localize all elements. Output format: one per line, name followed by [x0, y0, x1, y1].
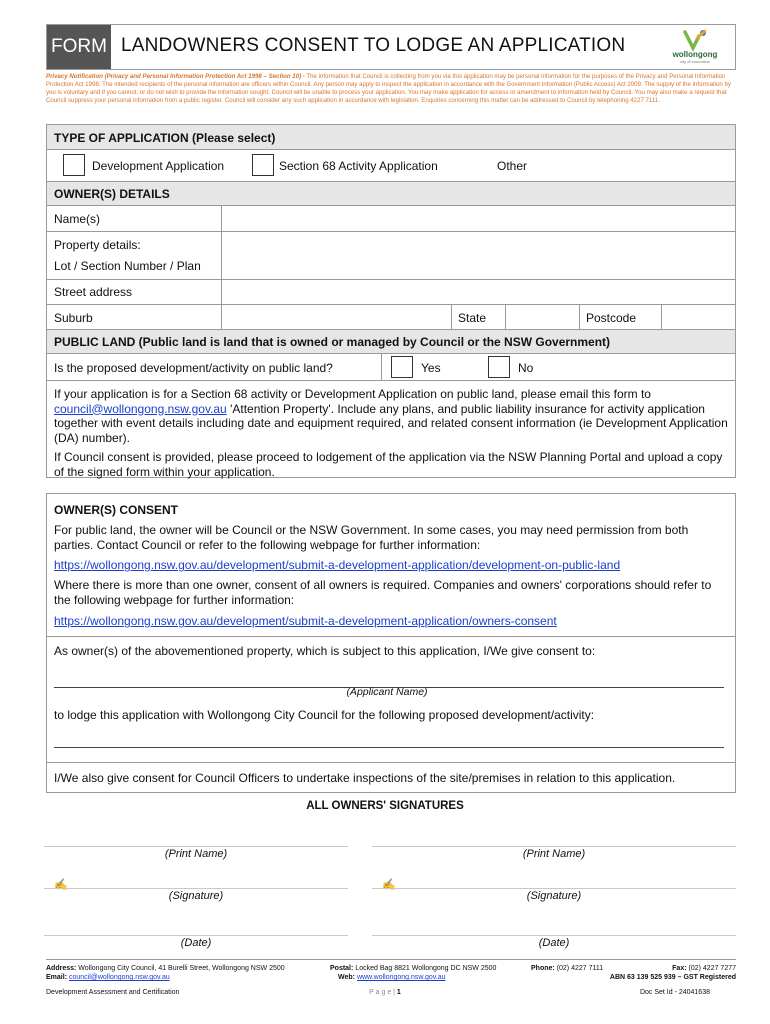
option-other[interactable]: Other — [497, 159, 528, 173]
print-name-line-1[interactable] — [44, 846, 348, 847]
pen-icon: ✍ — [382, 879, 396, 891]
public-land-para1-rest: 'Attention Property'. Include any plans, and public liability insurance for activity application together with event details including date and equipment required, and related consent information (ie Development Application (DA) number). — [54, 401, 728, 445]
property-row — [47, 232, 735, 280]
option-section-68: Section 68 Activity Application — [279, 159, 438, 173]
address-label: Address: — [46, 965, 77, 972]
signature-caption-1: (Signature) — [168, 890, 224, 902]
signature-line-2[interactable] — [372, 888, 736, 889]
fax-value: (02) 4227 7277 — [688, 965, 736, 972]
no-label: No — [518, 361, 534, 375]
yes-label: Yes — [421, 361, 441, 375]
owners-consent-link[interactable]: https://wollongong.nsw.gov.au/development/submit-a-development-application/owners-consent — [54, 614, 557, 628]
form-tag: FORM — [47, 25, 111, 69]
state-label: State — [458, 311, 487, 325]
public-land-link[interactable]: https://wollongong.nsw.gov.au/development/submit-a-development-application/development-on-public-land — [54, 558, 621, 572]
divider — [451, 305, 452, 330]
page-title: LANDOWNERS CONSENT TO LODGE AN APPLICATION — [121, 35, 626, 56]
checkbox-yes[interactable] — [391, 356, 413, 378]
suburb-field[interactable] — [223, 307, 449, 328]
owners-details-heading: OWNER(S) DETAILS — [54, 187, 170, 201]
public-land-question-row — [47, 354, 735, 381]
consent-para5: I/We also give consent for Council Officers to undertake inspections of the site/premises in relation to this application. — [54, 771, 676, 785]
council-email-link[interactable]: council@wollongong.nsw.gov.au — [54, 401, 227, 416]
privacy-body: The information that Council is collecting from you via this application may be personal information for the purposes of the Privacy and Personal Information Protection Act 1998. The intended recipients of the personal information are officers within Council. Any person may apply to inspect the application in accordance with the Government Information (Public Access) Act 2009. The supply of the information by you is voluntary and if you cannot, or do not wish to provide the information sought, Council will be unable to process your application. You may make application for access or amendment to information held by Council. You may also make a request that Council suppress your personal information from a public register. Council will consider any such application in accordance with legislation. Enquiries concerning this matter can be addressed to Council by telephoning 4227 7111. — [46, 73, 731, 104]
type-section-header — [47, 125, 735, 150]
email-label: Email: — [46, 974, 68, 981]
development-activity-line[interactable] — [54, 747, 724, 748]
consent-para2: Where there is more than one owner, consent of all owners is required. Companies and owners' corporations should refer to the following webpage for further information: — [54, 578, 712, 607]
suburb-label: Suburb — [54, 311, 93, 325]
web-label: Web: — [338, 974, 355, 981]
option-development-application: Development Application — [92, 159, 225, 173]
street-field[interactable] — [223, 282, 731, 303]
owners-consent-heading: OWNER(S) CONSENT — [54, 503, 178, 517]
postal-label: Postal: — [330, 965, 354, 972]
address-value: Wollongong City Council, 41 Burelli Street, Wollongong NSW 2500 — [78, 965, 285, 972]
type-options-row — [47, 150, 735, 182]
public-land-header — [47, 330, 735, 354]
street-label: Street address — [54, 285, 133, 299]
checkbox-development-application[interactable] — [63, 154, 85, 176]
date-line-1[interactable] — [44, 935, 348, 936]
signatures-heading: ALL OWNERS' SIGNATURES — [306, 800, 464, 812]
footer-address — [46, 964, 326, 982]
divider — [221, 305, 222, 330]
lot-label: Lot / Section Number / Plan — [54, 259, 201, 273]
print-name-caption-1: (Print Name) — [164, 848, 228, 860]
footer-contact — [531, 964, 736, 982]
lot-field[interactable] — [223, 234, 731, 278]
applicant-name-caption: (Applicant Name) — [346, 686, 428, 698]
logo-wordmark: wollongong — [672, 50, 718, 59]
public-land-para1-text: If your application is for a Section 68 activity or Development Application on public land, please email this form to — [54, 387, 651, 401]
public-land-para2: If Council consent is provided, please proceed to lodgement of the application via the NSW Planning Portal and upload a copy of the signed form within your application. — [54, 450, 723, 479]
footer-department: Development Assessment and Certification — [46, 989, 180, 996]
signature-line-1[interactable] — [44, 888, 348, 889]
doc-set-id: Doc Set Id - 24041638 — [639, 989, 710, 996]
divider — [221, 206, 222, 232]
footer-divider — [46, 959, 736, 960]
divider — [381, 354, 382, 381]
logo-tagline: city of innovation — [680, 59, 710, 64]
names-row — [47, 206, 735, 232]
property-label: Property details: — [54, 238, 141, 252]
privacy-notice — [46, 73, 736, 105]
council-logo — [663, 28, 727, 68]
page-label: P a g e | — [369, 989, 397, 996]
footer-postal — [330, 964, 530, 982]
signature-caption-2: (Signature) — [526, 890, 582, 902]
phone-value: (02) 4227 7111 — [556, 965, 604, 972]
print-name-line-2[interactable] — [372, 846, 736, 847]
names-field[interactable] — [223, 208, 731, 230]
checkbox-no[interactable] — [488, 356, 510, 378]
divider — [505, 305, 506, 330]
checkbox-section-68[interactable] — [252, 154, 274, 176]
fax-label: Fax: — [672, 965, 687, 972]
logo-mark-icon — [663, 28, 727, 52]
form-header — [46, 24, 736, 70]
owners-details-header — [47, 182, 735, 206]
divider — [47, 762, 735, 763]
divider — [579, 305, 580, 330]
date-caption-2: (Date) — [538, 937, 570, 949]
date-line-2[interactable] — [372, 935, 736, 936]
public-land-instructions — [54, 387, 730, 445]
divider — [221, 232, 222, 280]
street-row — [47, 280, 735, 305]
postcode-field[interactable] — [663, 307, 731, 328]
divider — [47, 636, 735, 637]
type-section-heading: TYPE OF APPLICATION (Please select) — [54, 131, 276, 145]
state-field[interactable] — [507, 307, 577, 328]
consent-para4: to lodge this application with Wollongong City Council for the following proposed development/activity: — [54, 708, 595, 722]
consent-para3: As owner(s) of the abovementioned property, which is subject to this application, I/We give consent to: — [54, 644, 596, 658]
public-land-question: Is the proposed development/activity on public land? — [54, 361, 333, 375]
footer-web-link[interactable]: www.wollongong.nsw.gov.au — [356, 974, 446, 981]
divider — [661, 305, 662, 330]
page-num: 1 — [396, 989, 401, 996]
privacy-heading: Privacy Notification (Privacy and Personal Information Protection Act 1998 – Section 10) - — [46, 73, 305, 80]
suburb-row — [47, 305, 735, 330]
postcode-label: Postcode — [586, 311, 637, 325]
footer-email-link[interactable]: council@wollongong.nsw.gov.au — [68, 974, 170, 981]
application-form-box — [46, 124, 736, 478]
consent-para1: For public land, the owner will be Council or the NSW Government. In some cases, you may need permission from both parties. Contact Council or refer to the following webpage for further information: — [54, 523, 689, 552]
print-name-caption-2: (Print Name) — [522, 848, 586, 860]
abn-value: ABN 63 139 525 939 – GST Registered — [609, 974, 736, 981]
pen-icon: ✍ — [54, 879, 68, 891]
public-land-heading: PUBLIC LAND (Public land is land that is owned or managed by Council or the NSW Government) — [54, 335, 611, 349]
names-label: Name(s) — [54, 212, 101, 226]
divider — [221, 280, 222, 305]
date-caption-1: (Date) — [180, 937, 212, 949]
owners-consent-box — [46, 493, 736, 793]
postal-value: Locked Bag 8821 Wollongong DC NSW 2500 — [355, 965, 497, 972]
phone-label: Phone: — [531, 965, 555, 972]
